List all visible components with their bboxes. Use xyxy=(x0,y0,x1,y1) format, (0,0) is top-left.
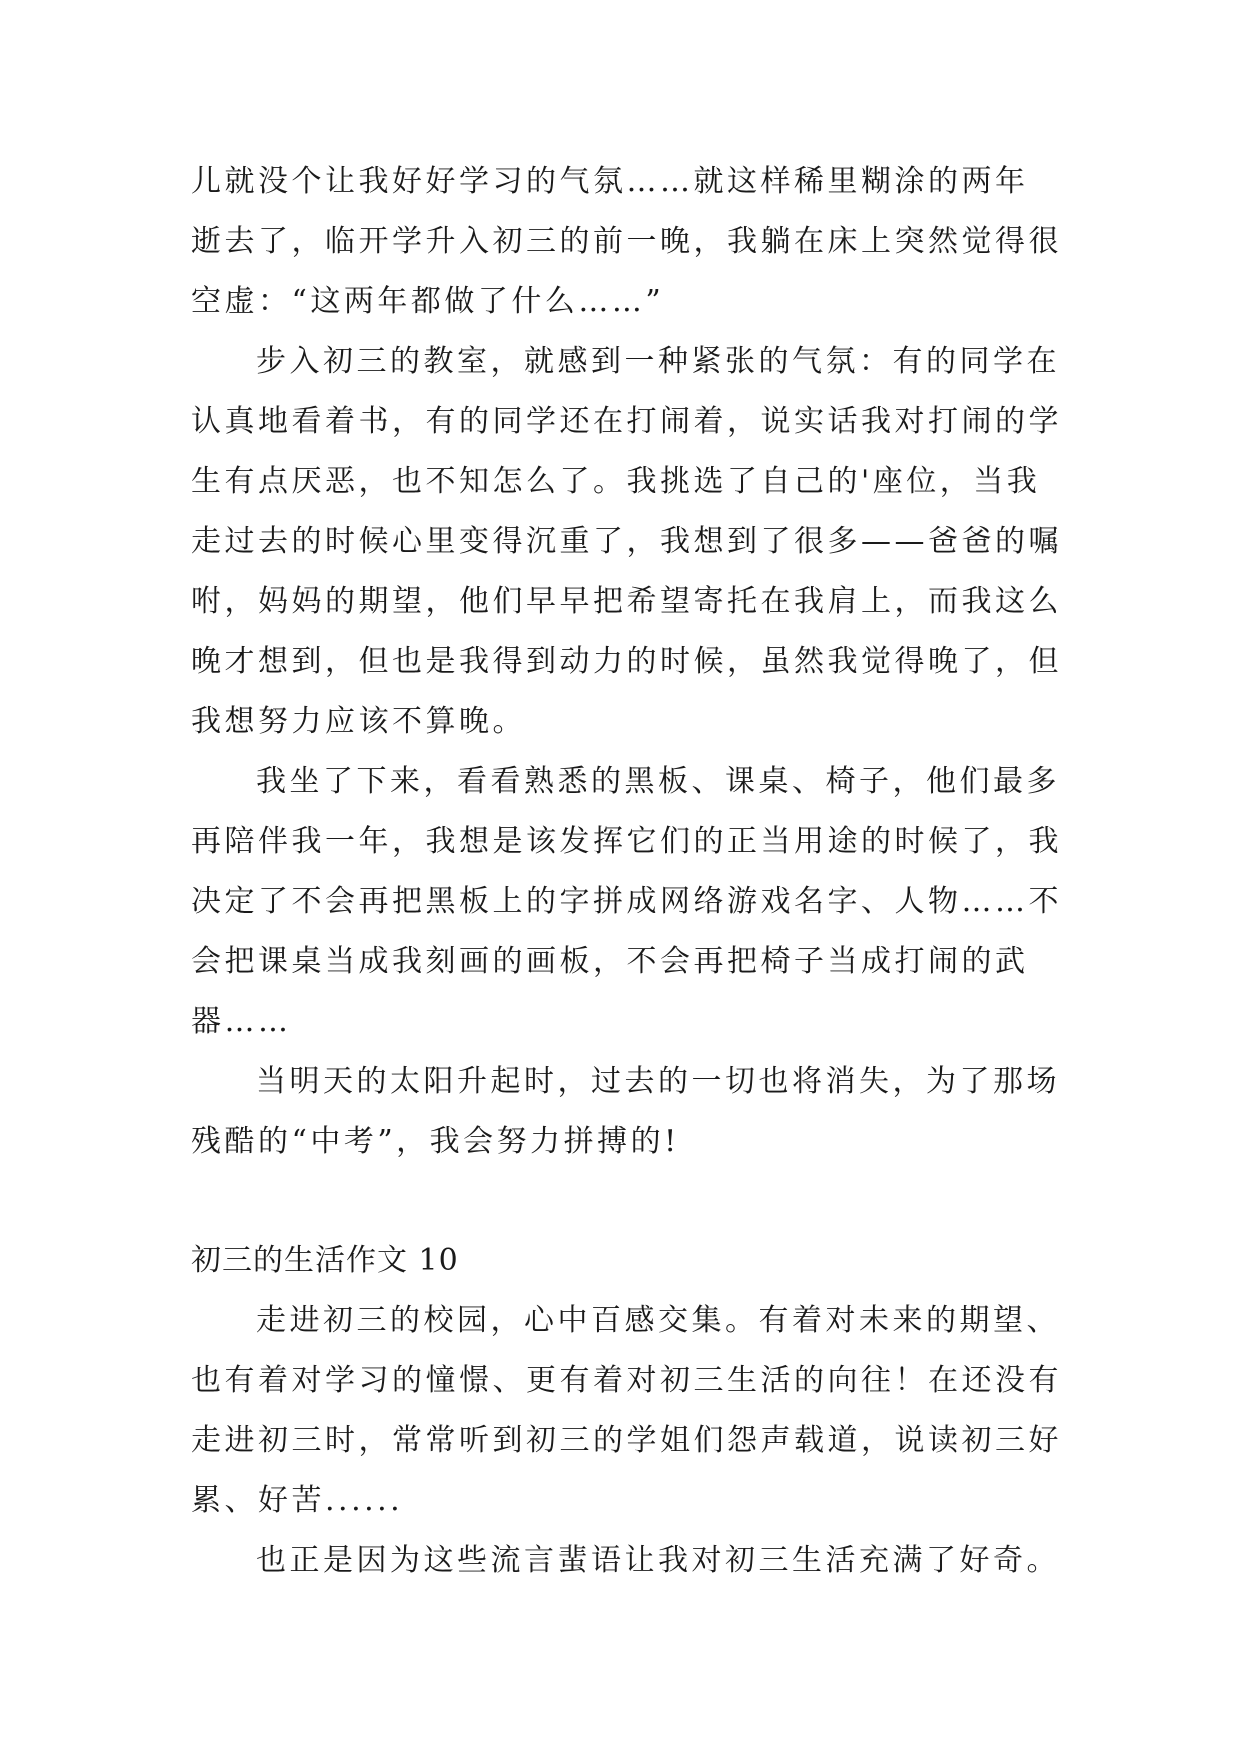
paragraph-line: 也有着对学习的憧憬、更有着对初三生活的向往！在还没有 xyxy=(191,1363,1062,1398)
paragraph-line: 累、好苦...... xyxy=(191,1483,404,1518)
paragraph-line: 决定了不会再把黑板上的字拼成网络游戏名字、人物……不 xyxy=(191,884,1062,919)
section-title: 初三的生活作文 10 xyxy=(191,1243,459,1278)
paragraph-line: 逝去了，临开学升入初三的前一晚，我躺在床上突然觉得很 xyxy=(191,224,1062,259)
paragraph-line: 当明天的太阳升起时，过去的一切也将消失，为了那场 xyxy=(256,1064,1060,1099)
paragraph-line: 认真地看着书，有的同学还在打闹着，说实话我对打闹的学 xyxy=(191,404,1062,439)
paragraph-line: 步入初三的教室，就感到一种紧张的气氛：有的同学在 xyxy=(256,344,1060,379)
paragraph-line: 走进初三的校园，心中百感交集。有着对未来的期望、 xyxy=(256,1303,1060,1338)
paragraph-line: 残酷的“中考”，我会努力拼搏的! xyxy=(191,1124,680,1159)
paragraph-line: 晚才想到，但也是我得到动力的时候，虽然我觉得晚了，但 xyxy=(191,644,1062,679)
paragraph-line: 咐，妈妈的期望，他们早早把希望寄托在我肩上，而我这么 xyxy=(191,584,1062,619)
paragraph-line: 我想努力应该不算晚。 xyxy=(191,704,526,739)
paragraph-line: 走过去的时候心里变得沉重了，我想到了很多——爸爸的嘱 xyxy=(191,524,1062,559)
paragraph-line: 儿就没个让我好好学习的气氛……就这样稀里糊涂的两年 xyxy=(191,164,1029,199)
paragraph-line: 空虚：“这两年都做了什么……” xyxy=(191,284,665,319)
paragraph-line: 生有点厌恶，也不知怎么了。我挑选了自己的'座位，当我 xyxy=(191,464,1041,499)
paragraph-line: 我坐了下来，看看熟悉的黑板、课桌、椅子，他们最多 xyxy=(256,764,1060,799)
paragraph-line: 再陪伴我一年，我想是该发挥它们的正当用途的时候了，我 xyxy=(191,824,1062,859)
paragraph-line: 走进初三时，常常听到初三的学姐们怨声载道，说读初三好 xyxy=(191,1423,1062,1458)
paragraph-line: 也正是因为这些流言蜚语让我对初三生活充满了好奇。 xyxy=(256,1543,1060,1578)
paragraph-line: 会把课桌当成我刻画的画板，不会再把椅子当成打闹的武 xyxy=(191,944,1029,979)
paragraph-line: 器…… xyxy=(191,1004,292,1039)
